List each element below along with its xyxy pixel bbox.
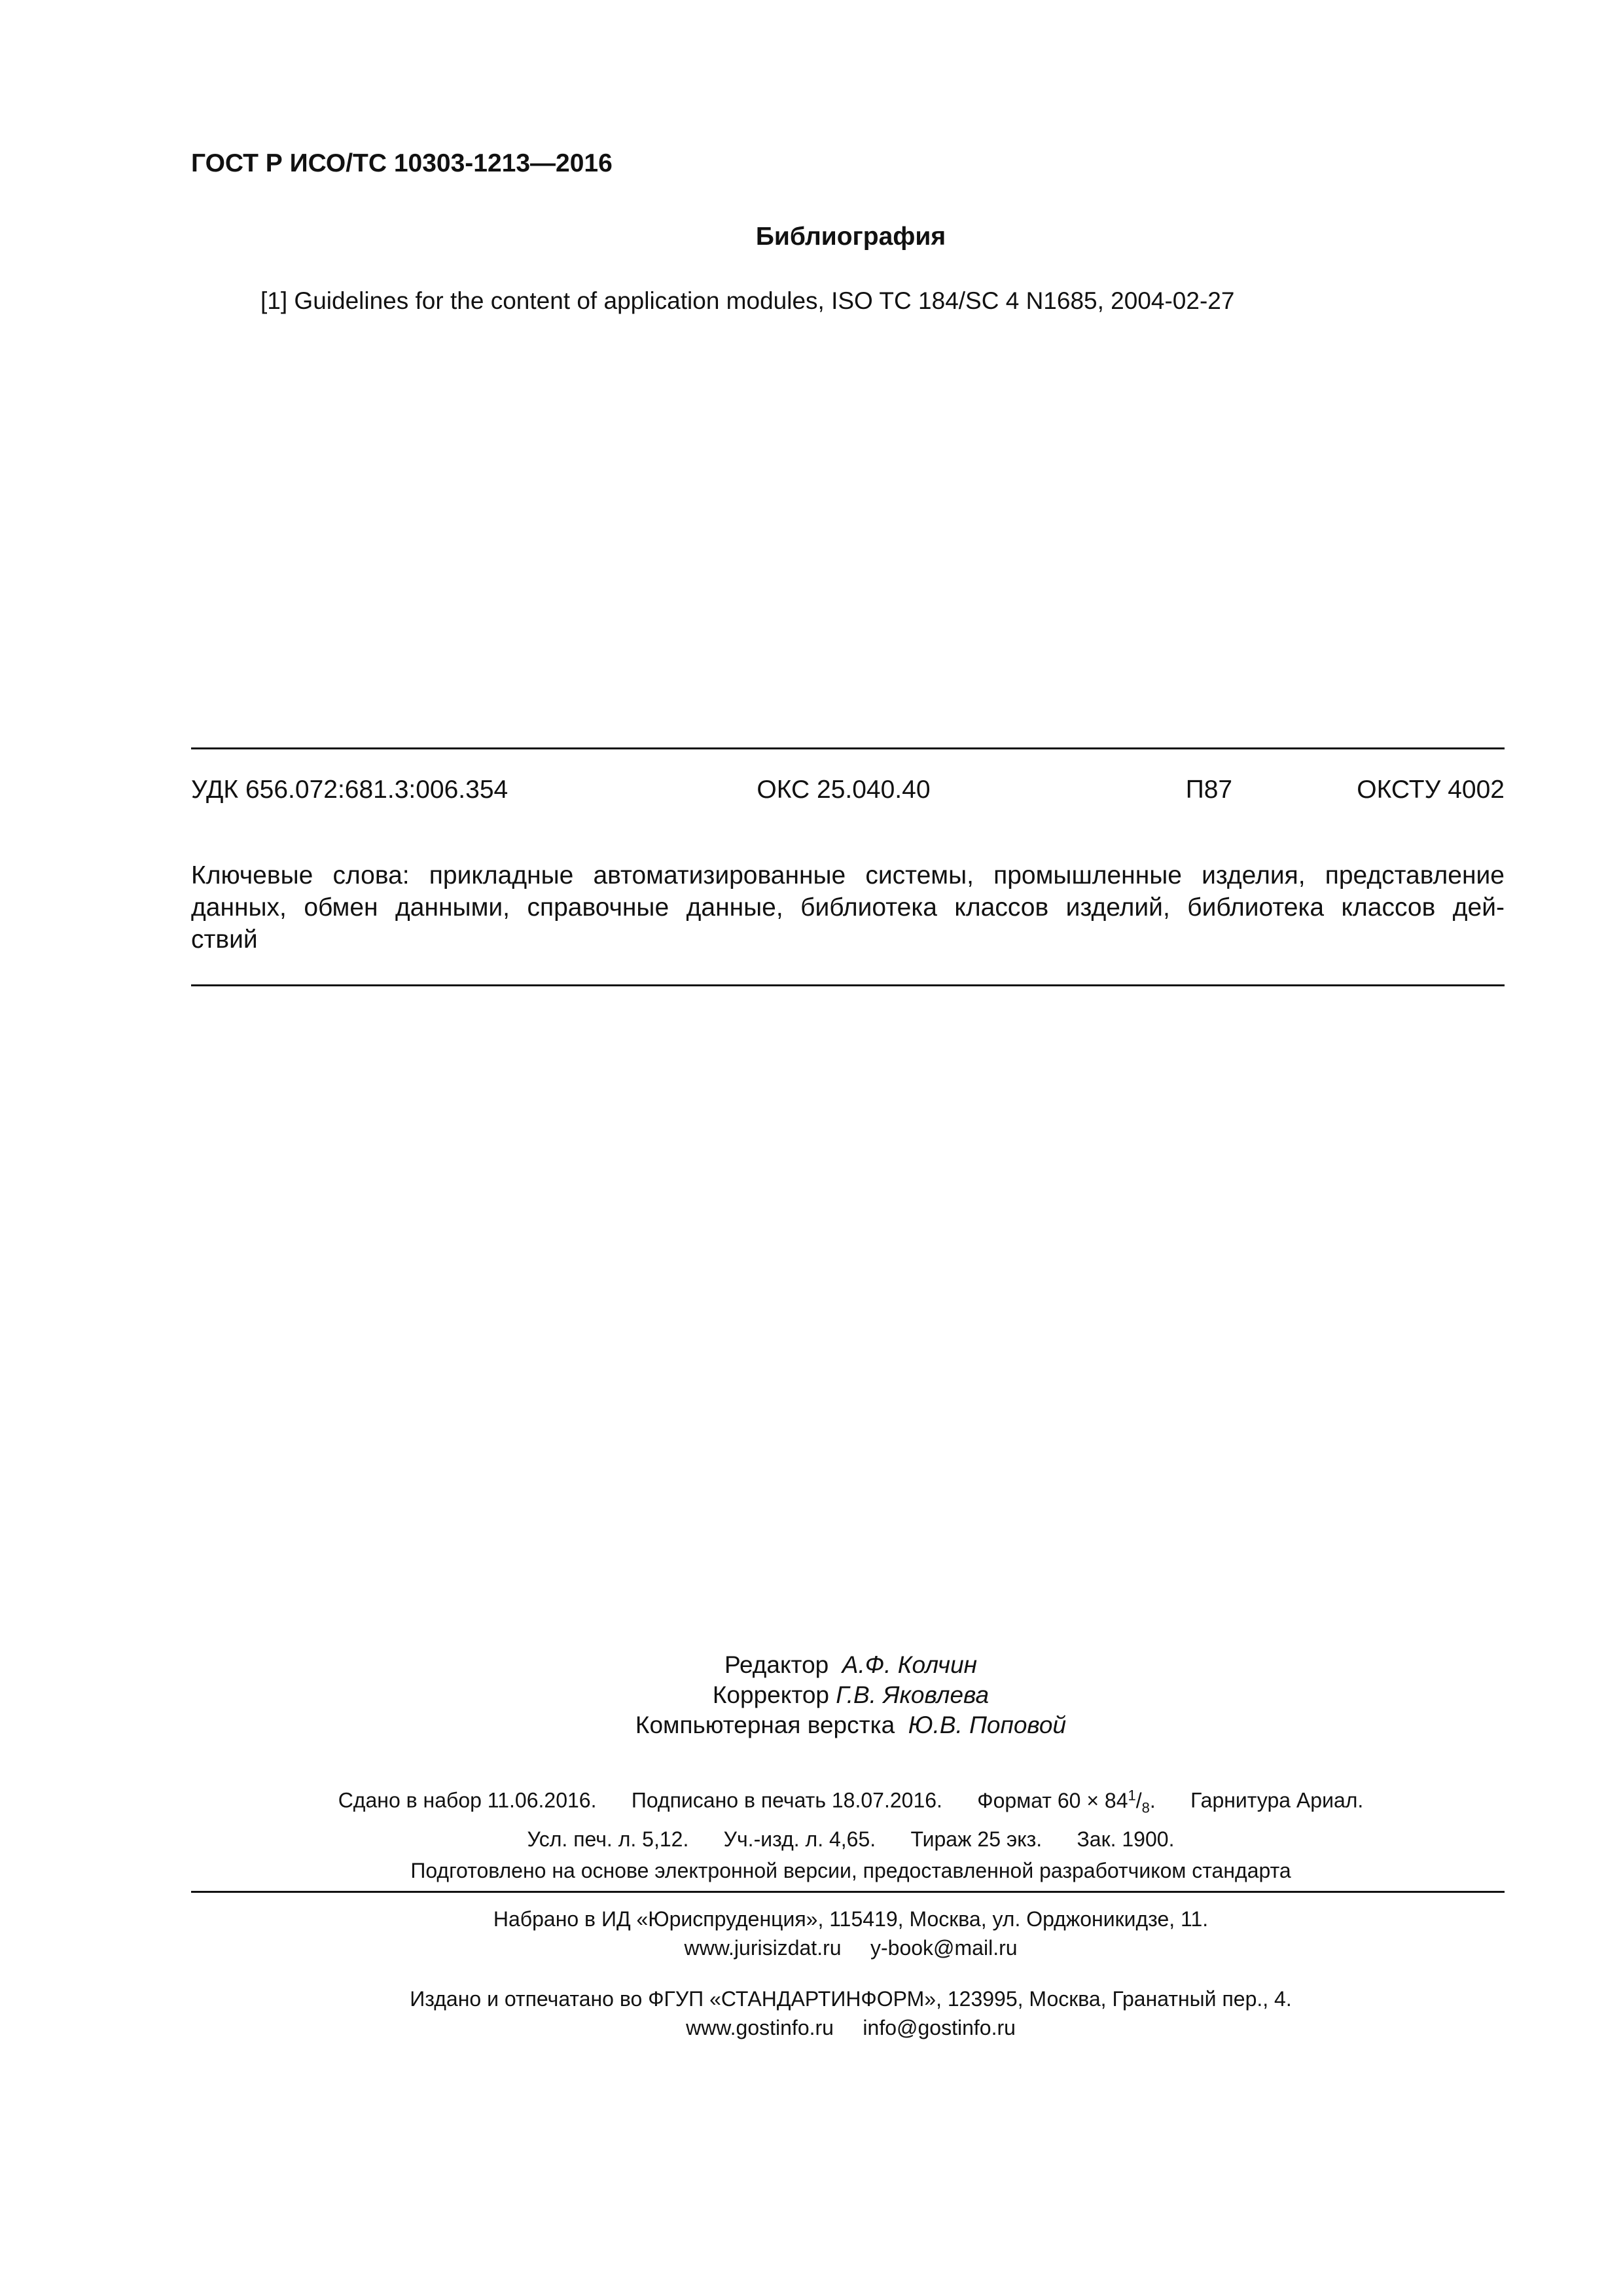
publisher-contacts (0, 2013, 1623, 2042)
publisher-site-link[interactable]: www.gostinfo.ru (686, 2016, 834, 2039)
publication-info (0, 1780, 1623, 1886)
submitted-date: Сдано в набор 11.06.2016. (338, 1788, 597, 1812)
document-code: ГОСТ Р ИСО/ТС 10303-1213—2016 (191, 149, 613, 177)
typeset-contacts (0, 1933, 1623, 1962)
corrector-label: Корректор (712, 1681, 830, 1708)
layout-name: Ю.В. Поповой (908, 1712, 1067, 1738)
p-code: П87 (1185, 776, 1233, 804)
format: Формат $60 \times 84^1/_8$. (977, 1787, 1156, 1816)
order-number: Зак. 1900. (1077, 1827, 1175, 1852)
print-run: Тираж 25 экз. (910, 1827, 1043, 1852)
keywords-block (191, 859, 1505, 924)
editor-name: А.Ф. Колчин (842, 1651, 978, 1678)
layout-line (0, 1710, 1623, 1740)
top-divider (191, 747, 1505, 749)
typeset-info (0, 1905, 1623, 1962)
corrector-line (0, 1680, 1623, 1710)
classification-row (191, 773, 1505, 807)
typeset-line: Набрано в ИД «Юриспруденция», 115419, Москва, ул. Орджоникидзе, 11. (493, 1907, 1209, 1931)
prepared-note: Подготовлено на основе электронной версии, предоставленной разработчиком стандарта (410, 1859, 1291, 1883)
publisher-line: Издано и отпечатано во ФГУП «СТАНДАРТИНФОРМ», 123995, Москва, Гранатный пер., 4. (410, 1987, 1292, 2011)
okstu-code: ОКСТУ 4002 (1357, 776, 1505, 804)
editor-line (0, 1650, 1623, 1680)
bottom-divider (191, 1891, 1505, 1893)
publication-line-2 (0, 1823, 1623, 1855)
signed-date: Подписано в печать 18.07.2016. (631, 1788, 942, 1812)
editor-label: Редактор (724, 1651, 829, 1678)
publisher-email-link[interactable]: info@gostinfo.ru (863, 2016, 1016, 2039)
typeset-email-link[interactable]: y-book@mail.ru (870, 1936, 1018, 1960)
credits-block (0, 1650, 1623, 1740)
typeset-site-link[interactable]: www.jurisizdat.ru (684, 1936, 842, 1960)
typeface: Гарнитура Ариал. (1190, 1788, 1364, 1812)
corrector-name: Г.В. Яковлева (836, 1681, 990, 1708)
publisher-info (0, 1984, 1623, 2042)
bibliography-entry: [1] Guidelines for the content of application modules, ISO TC 184/SC 4 N1685, 2004-02-27 (260, 287, 1235, 314)
edit-sheets: Уч.-изд. л. 4,65. (723, 1827, 876, 1852)
keywords-line: Ключевые слова: прикладные автоматизированные системы, промышленные изделия, представление (191, 861, 1505, 889)
mid-divider (191, 984, 1505, 986)
udk-code: УДК 656.072:681.3:006.354 (191, 776, 508, 804)
print-sheets: Усл. печ. л. 5,12. (527, 1827, 689, 1852)
layout-label: Компьютерная верстка (635, 1712, 895, 1738)
bibliography-title: Библиография (755, 223, 946, 251)
publication-line-1 (0, 1780, 1623, 1823)
keywords-line: ствий (191, 925, 258, 954)
oks-code: ОКС 25.040.40 (757, 776, 931, 804)
keywords-line: данных, обмен данными, справочные данные, библиотека классов изделий, библиотека классов дей- (191, 893, 1505, 922)
